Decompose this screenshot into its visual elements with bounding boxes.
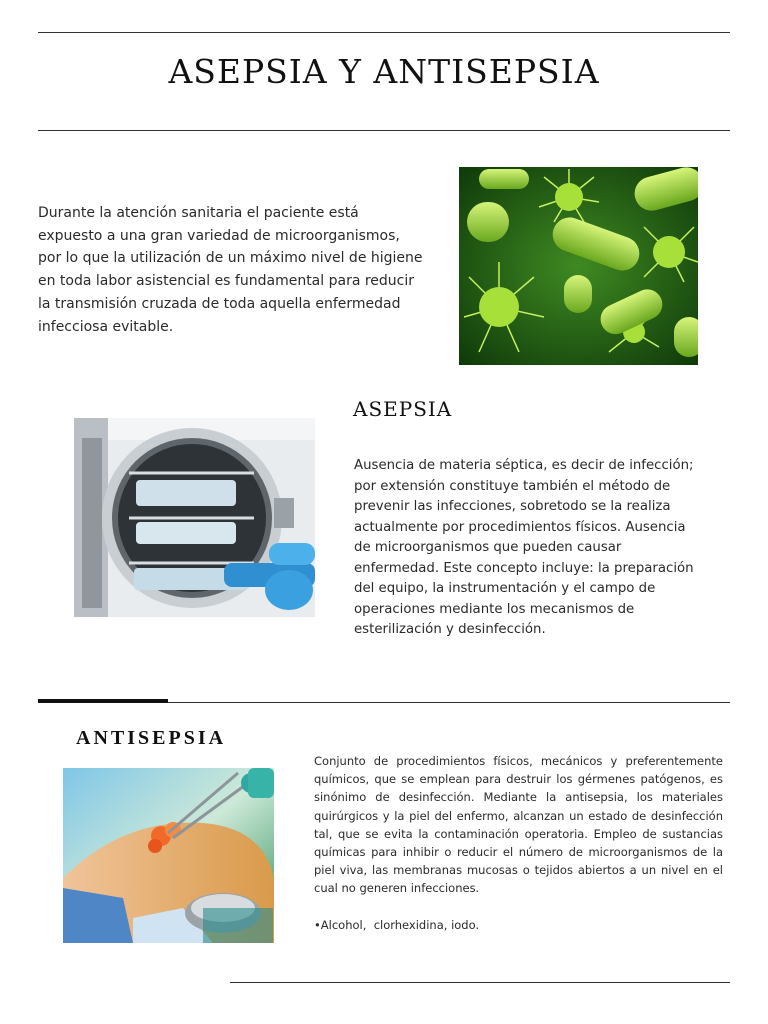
autoclave-image bbox=[74, 418, 315, 617]
asepsia-paragraph: Ausencia de materia séptica, es decir de infección; por extensión constituye también el método de prevenir las infecciones, sobretodo se la realiza actualmente por procedimientos físicos. Ausencia de microorganismos que pueden causar enfermedad. Este concepto incluye: la preparación del equipo, la instrumentación y el campo de operaciones mediante los mecanismos de esterilización y desinfección. bbox=[354, 458, 694, 637]
antisepsia-heading: ANTISEPSIA bbox=[76, 727, 227, 749]
bottom-rule bbox=[230, 982, 730, 983]
antisepsia-paragraph: Conjunto de procedimientos físicos, mecánicos y preferentemente químicos, que se emplean para destruir los gérmenes patógenos, es sinónimo de desinfección. Mediante la antisepsia, los materiales quirúrgicos y la piel del enfermo, alcanzan un estado de desinfección tal, que se evita la contaminación operatoria. Empleo de sustancias químicas para inhibir o reducir el número de microorganismos de la piel viva, las membranas mucosas o tejidos abiertos a un nivel en el cual no generen infecciones. bbox=[314, 754, 723, 896]
antisepsia-image bbox=[63, 768, 274, 943]
intro-paragraph: Durante la atención sanitaria el paciente está expuesto a una gran variedad de microorganismos, por lo que la utilización de un máximo nivel de higiene en toda labor asistencial es fundamental para reducir la transmisión cruzada de toda aquella enfermedad infecciosa evitable. bbox=[38, 205, 423, 335]
section-divider-accent bbox=[38, 699, 168, 703]
asepsia-heading: ASEPSIA bbox=[353, 397, 453, 421]
antisepsia-list: •Alcohol, clorhexidina, iodo. bbox=[314, 918, 480, 932]
title-underline-rule bbox=[38, 130, 730, 131]
microorganisms-image bbox=[459, 167, 698, 365]
top-rule bbox=[38, 32, 730, 33]
page-title: ASEPSIA Y ANTISEPSIA bbox=[168, 52, 600, 91]
